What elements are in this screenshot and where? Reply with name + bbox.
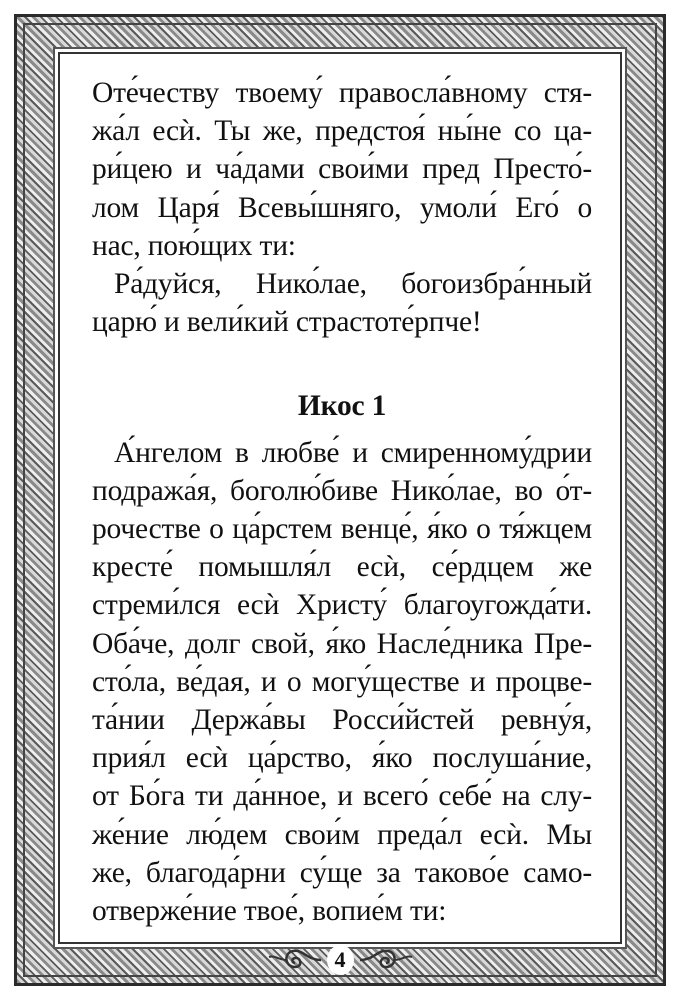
text-line: Оте́честву твоему́ правосла́вному стя- <box>92 77 592 109</box>
text-line: ри́цею и ча́дами свои́ми пред Престо́- <box>92 153 592 186</box>
page-panel <box>58 52 622 944</box>
text-line: прия́л есѝ ца́рство, я́ко послуша́ние, <box>92 742 592 775</box>
text-line: рочестве о ца́рстем венце́, я́ко о тя́жцем <box>92 513 592 546</box>
text-line: Ра́дуйся, Нико́лае, богоизбра́нный <box>114 268 592 301</box>
text-line: подража́я, боголю́биве Нико́лае, во о́т- <box>92 474 592 507</box>
page-number: 4 <box>327 945 354 975</box>
text-line: лом Царя́ Всевы́шняго, умоли́ Его́ о <box>92 191 592 224</box>
text-line: царю́ и вели́кий страстоте́рпче! <box>92 306 482 339</box>
text-line: та́нии Держа́вы Росси́йстей ревну́я, <box>92 704 592 737</box>
right-flourish-icon <box>358 945 414 975</box>
text-line: нас, пою́щих ти: <box>92 229 296 262</box>
text-line: жа́л есѝ. Ты же, предстоя́ ны́не со ца- <box>92 115 592 148</box>
text-line: кресте́ помышля́л есѝ, се́рдцем же <box>92 551 592 584</box>
text-line: от Бо́га ти да́нное, и всего́ себе́ на слу- <box>92 780 592 813</box>
page-text <box>92 74 592 930</box>
text-line: стреми́лся есѝ Христу́ благоугожда́ти. <box>92 589 592 622</box>
text-line: же́ние лю́дем свои́м преда́л есѝ. Мы <box>92 818 592 851</box>
text-line: отверже́ние твое́, вопие́м ти: <box>92 895 447 928</box>
text-line: А́нгелом в любве́ и смиренному́дрии <box>114 436 592 469</box>
text-line: Оба́че, долг свой, я́ко Насле́дника Пре- <box>92 627 592 660</box>
section-heading: Икос 1 <box>297 390 387 423</box>
left-flourish-icon <box>267 945 323 975</box>
text-line: сто́ла, ве́дая, и о могу́ществе и процве- <box>92 665 592 698</box>
page-number-ornament <box>265 938 415 982</box>
text-line: же, благода́рни су́ще за таково́е само- <box>92 856 592 889</box>
